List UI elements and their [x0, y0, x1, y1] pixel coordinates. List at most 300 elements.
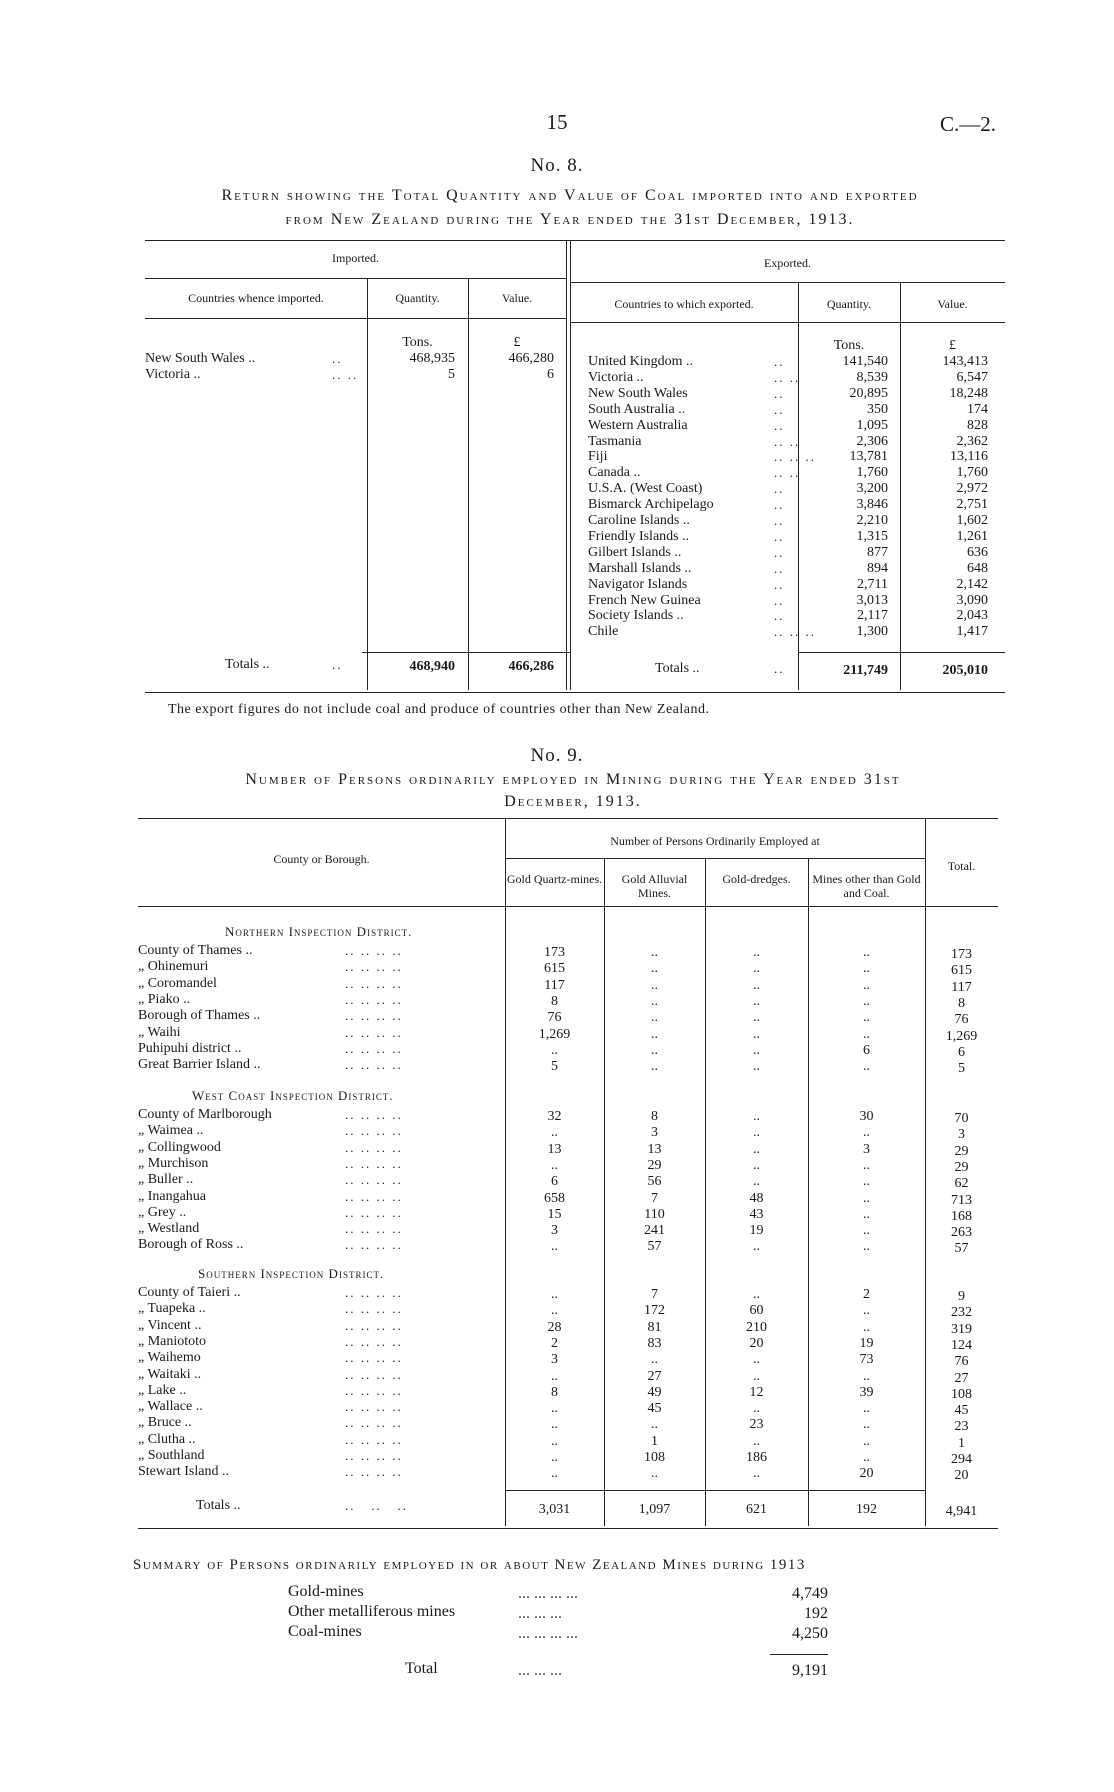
export-country: U.S.A. (West Coast)	[588, 481, 703, 497]
export-country: Navigator Islands	[588, 576, 688, 592]
cell-other-mines: 39	[859, 1384, 874, 1400]
cell-other-mines: ..	[863, 945, 870, 960]
cell-gold-dredges: 48	[749, 1190, 764, 1206]
import-value-unit: £	[513, 335, 521, 350]
export-value: 143,413	[942, 354, 988, 369]
export-dots: ..	[774, 354, 785, 369]
cell-gold-alluvial: ..	[651, 1352, 658, 1368]
import-quantity: 5	[448, 367, 455, 382]
row-leader-dots: .. .. .. ..	[345, 1285, 403, 1300]
cell-total: 294	[951, 1452, 972, 1467]
cell-other-mines: ..	[863, 1239, 870, 1255]
export-dots: .. .. ..	[774, 449, 816, 465]
export-dots: ..	[774, 385, 785, 401]
summary-label: Coal-mines	[288, 1623, 362, 1640]
cell-gold-quartz: 6	[551, 1174, 558, 1190]
cell-gold-alluvial: 49	[647, 1384, 662, 1400]
import-total-value: 466,286	[508, 659, 554, 674]
cell-total: 62	[954, 1176, 969, 1192]
table-9-title-line-2: December, 1913.	[504, 793, 642, 810]
cell-gold-alluvial: ..	[651, 1466, 658, 1482]
cell-gold-quartz: 1,269	[538, 1026, 571, 1042]
cell-total: 9	[958, 1289, 965, 1304]
cell-total: 108	[951, 1386, 972, 1402]
export-quantity: 3,846	[856, 497, 888, 513]
cell-total: 5	[958, 1061, 965, 1077]
row-leader-dots: .. .. .. ..	[345, 1382, 403, 1398]
row-leader-dots: .. .. .. ..	[345, 975, 403, 991]
col-other-mines: Mines other than Gold and Coal.	[812, 872, 921, 900]
import-dots: .. ..	[332, 367, 359, 382]
import-dots: ..	[332, 351, 343, 366]
cell-total: 23	[954, 1419, 969, 1435]
cell-gold-alluvial: 110	[644, 1206, 665, 1222]
export-country: Society Islands ..	[588, 608, 684, 624]
export-value: 2,972	[956, 481, 988, 497]
export-totals-dots: ..	[774, 661, 785, 676]
document-reference: C.—2.	[939, 112, 996, 136]
cell-total: 232	[951, 1305, 972, 1321]
cell-gold-quartz: ..	[551, 1401, 558, 1417]
cell-total: 6	[958, 1044, 965, 1060]
total-all: 4,941	[945, 1504, 978, 1519]
export-quantity: 1,300	[856, 624, 888, 640]
export-quantity: 20,895	[849, 385, 888, 401]
cell-other-mines: ..	[863, 977, 870, 993]
export-quantity: 350	[867, 401, 888, 417]
cell-gold-quartz: 13	[547, 1141, 562, 1157]
summary-total-label: Total	[405, 1660, 438, 1677]
export-quantity: 8,539	[856, 369, 888, 385]
cell-other-mines: ..	[863, 1206, 870, 1222]
row-leader-dots: .. .. .. ..	[345, 1301, 403, 1317]
cell-gold-quartz: 8	[551, 1384, 558, 1400]
row-county-name: „ Grey ..	[138, 1204, 187, 1220]
cell-other-mines: ..	[863, 1026, 870, 1042]
import-totals-label: Totals ..	[225, 657, 270, 672]
row-leader-dots: .. .. .. ..	[345, 1155, 403, 1171]
row-leader-dots: .. .. .. ..	[345, 1172, 403, 1188]
export-quantity: 2,117	[857, 608, 888, 624]
cell-gold-dredges: ..	[753, 1026, 760, 1042]
row-county-name: „ Southland	[138, 1448, 205, 1463]
export-country: New South Wales	[588, 385, 688, 401]
export-quantity: 3,200	[856, 481, 888, 497]
cell-gold-dredges: 210	[746, 1319, 767, 1335]
cell-gold-quartz: 28	[547, 1319, 562, 1335]
cell-gold-quartz: ..	[551, 1368, 558, 1384]
row-county-name: „ Waimea ..	[138, 1123, 204, 1139]
export-dots: ..	[774, 608, 785, 624]
page-number: 15	[546, 110, 568, 134]
cell-gold-quartz: 658	[544, 1190, 565, 1206]
total-gold-dredges: 621	[746, 1502, 767, 1517]
export-quantity: 894	[867, 560, 888, 576]
export-quantity: 3,013	[856, 592, 888, 608]
cell-gold-dredges: 20	[749, 1335, 764, 1351]
row-leader-dots: .. .. .. ..	[345, 1188, 403, 1204]
cell-gold-quartz: 8	[551, 993, 558, 1009]
cell-other-mines: ..	[863, 993, 870, 1009]
cell-gold-quartz: 76	[547, 1010, 562, 1026]
cell-gold-dredges: ..	[753, 977, 760, 993]
cell-gold-dredges: ..	[753, 1287, 760, 1302]
cell-gold-alluvial: ..	[651, 1026, 658, 1042]
cell-gold-dredges: ..	[753, 961, 760, 977]
export-dots: ..	[774, 560, 785, 576]
export-dots: ..	[774, 528, 785, 544]
row-county-name: „ Bruce ..	[138, 1415, 192, 1431]
cell-gold-dredges: 186	[746, 1450, 767, 1465]
cell-gold-quartz: ..	[551, 1450, 558, 1465]
export-dots: ..	[774, 497, 785, 513]
row-leader-dots: .. .. .. ..	[345, 1204, 403, 1220]
row-leader-dots: .. .. .. ..	[345, 1415, 403, 1431]
row-county-name: „ Collingwood	[138, 1139, 221, 1155]
row-county-name: „ Westland	[138, 1221, 200, 1237]
export-value: 1,760	[956, 465, 988, 481]
cell-gold-quartz: 3	[551, 1223, 558, 1239]
row-leader-dots: .. .. .. ..	[345, 991, 403, 1007]
import-total-quantity: 468,940	[409, 659, 455, 674]
cell-total: 3	[958, 1127, 965, 1143]
export-quantity: 2,306	[856, 433, 888, 449]
export-value: 828	[967, 417, 988, 433]
summary-label: Gold-mines	[288, 1583, 364, 1600]
col-gold-dredges: Gold-dredges.	[722, 872, 791, 886]
row-leader-dots: .. .. .. ..	[345, 1317, 403, 1333]
cell-gold-quartz: 3	[551, 1352, 558, 1368]
cell-gold-quartz: ..	[551, 1466, 558, 1482]
summary-dots: ... ... ... ...	[518, 1625, 578, 1642]
cell-gold-dredges: ..	[753, 1042, 760, 1058]
cell-gold-alluvial: 3	[651, 1125, 658, 1141]
cell-other-mines: ..	[863, 1010, 870, 1026]
summary-label: Other metalliferous mines	[288, 1603, 456, 1620]
row-county-name: County of Taieri ..	[138, 1285, 241, 1300]
export-country: Friendly Islands ..	[588, 528, 690, 544]
cell-other-mines: 73	[859, 1352, 874, 1368]
row-leader-dots: .. .. .. ..	[345, 1366, 403, 1382]
cell-gold-quartz: 5	[551, 1059, 558, 1075]
col-import-quantity: Quantity.	[395, 291, 440, 305]
cell-gold-quartz: ..	[551, 1239, 558, 1255]
col-countries-imported: Countries whence imported.	[188, 291, 324, 305]
row-county-name: Puhipuhi district ..	[138, 1040, 242, 1056]
export-value: 3,090	[956, 592, 988, 608]
district-west-coast: West Coast Inspection District.	[192, 1088, 394, 1103]
cell-gold-quartz: ..	[551, 1303, 558, 1319]
cell-gold-dredges: ..	[753, 1059, 760, 1075]
cell-gold-dredges: ..	[753, 1466, 760, 1482]
export-country: Tasmania	[588, 433, 642, 449]
cell-other-mines: ..	[863, 1303, 870, 1319]
row-county-name: Great Barrier Island ..	[138, 1057, 261, 1073]
cell-total: 615	[951, 963, 972, 979]
table-9-totals-label: Totals ..	[196, 1498, 241, 1513]
export-dots: .. .. ..	[774, 624, 816, 640]
cell-gold-alluvial: 83	[647, 1335, 662, 1351]
cell-other-mines: ..	[863, 1450, 870, 1465]
cell-other-mines: 3	[863, 1141, 870, 1157]
export-quantity: 2,210	[856, 513, 888, 528]
col-countries-exported: Countries to which exported.	[614, 297, 754, 311]
row-county-name: „ Piako ..	[138, 991, 191, 1007]
export-quantity: 141,540	[842, 354, 888, 369]
cell-gold-alluvial: 172	[644, 1303, 665, 1319]
table-9-number: No. 9.	[530, 745, 584, 766]
row-leader-dots: .. .. .. ..	[345, 1040, 403, 1056]
row-county-name: „ Lake ..	[138, 1382, 187, 1398]
export-total-quantity: 211,749	[843, 663, 888, 678]
col-total: Total.	[947, 859, 976, 873]
export-dots: ..	[774, 576, 785, 592]
export-value: 174	[967, 401, 988, 417]
row-county-name: „ Murchison	[138, 1155, 209, 1171]
export-dots: ..	[774, 401, 785, 417]
cell-total: 76	[954, 1012, 969, 1028]
export-quantity: 877	[867, 544, 888, 560]
export-country: Canada ..	[588, 465, 641, 481]
cell-gold-dredges: ..	[753, 1368, 760, 1384]
export-dots: .. ..	[774, 433, 801, 449]
cell-other-mines: ..	[863, 1059, 870, 1075]
col-export-value: Value.	[937, 297, 968, 311]
export-quantity: 1,760	[856, 465, 888, 481]
col-county-borough: County or Borough.	[273, 852, 370, 866]
row-leader-dots: .. .. .. ..	[345, 1123, 403, 1139]
cell-gold-alluvial: ..	[651, 1059, 658, 1075]
cell-total: 124	[951, 1337, 972, 1353]
cell-gold-dredges: ..	[753, 945, 760, 960]
cell-gold-alluvial: ..	[651, 1417, 658, 1433]
row-county-name: County of Marlborough	[138, 1107, 272, 1122]
row-county-name: „ Clutha ..	[138, 1431, 196, 1447]
export-quantity-unit: Tons.	[833, 338, 865, 353]
cell-other-mines: ..	[863, 1368, 870, 1384]
import-country: New South Wales ..	[145, 351, 256, 366]
export-dots: .. ..	[774, 465, 801, 481]
col-group-employed: Number of Persons Ordinarily Employed at	[610, 834, 820, 848]
export-quantity: 1,315	[856, 528, 888, 544]
cell-total: 319	[951, 1321, 972, 1337]
export-quantity: 1,095	[856, 417, 888, 433]
cell-other-mines: ..	[863, 1417, 870, 1433]
total-gold-alluvial: 1,097	[638, 1502, 671, 1517]
export-dots: .. ..	[774, 369, 801, 385]
row-leader-dots: .. .. .. ..	[345, 1399, 403, 1415]
export-value: 18,248	[949, 385, 988, 401]
total-gold-quartz: 3,031	[538, 1502, 571, 1517]
cell-gold-alluvial: 13	[647, 1141, 662, 1157]
cell-other-mines: ..	[863, 1223, 870, 1239]
export-country: Fiji	[588, 449, 608, 465]
export-value: 6,547	[956, 369, 988, 385]
export-country: Marshall Islands ..	[588, 560, 692, 576]
cell-other-mines: 20	[859, 1466, 874, 1482]
cell-total: 1,269	[945, 1028, 978, 1044]
row-county-name: Borough of Thames ..	[138, 1008, 261, 1024]
cell-gold-alluvial: 7	[651, 1190, 658, 1206]
row-county-name: „ Coromandel	[138, 975, 217, 991]
export-value: 2,362	[956, 433, 988, 449]
cell-gold-dredges: ..	[753, 1401, 760, 1417]
cell-gold-alluvial: 241	[644, 1223, 665, 1239]
export-dots: ..	[774, 513, 785, 528]
cell-other-mines: ..	[863, 1190, 870, 1206]
export-quantity: 2,711	[857, 576, 888, 592]
cell-total: 1	[958, 1435, 965, 1451]
import-quantity-unit: Tons.	[402, 335, 433, 350]
cell-gold-alluvial: 57	[647, 1239, 662, 1255]
export-country: Western Australia	[588, 417, 688, 433]
cell-gold-quartz: ..	[551, 1417, 558, 1433]
export-country: Victoria ..	[588, 369, 644, 385]
import-totals-dots: ..	[332, 657, 343, 672]
summary-value: 192	[804, 1605, 828, 1622]
row-county-name: „ Ohinemuri	[138, 959, 209, 975]
col-gold-alluvial: Gold Alluvial Mines.	[621, 872, 688, 900]
col-import-value: Value.	[501, 291, 533, 305]
export-country: Gilbert Islands ..	[588, 544, 682, 560]
cell-gold-dredges: ..	[753, 1010, 760, 1026]
row-county-name: „ Waihi	[138, 1024, 181, 1040]
export-value: 636	[967, 544, 988, 560]
cell-other-mines: 6	[863, 1042, 870, 1058]
cell-gold-dredges: ..	[753, 1109, 760, 1124]
row-county-name: County of Thames ..	[138, 943, 253, 958]
cell-total: 70	[954, 1111, 969, 1126]
cell-total: 27	[954, 1370, 969, 1386]
cell-total: 29	[954, 1159, 969, 1175]
summary-total-dots: ... ... ...	[518, 1662, 562, 1679]
cell-total: 263	[951, 1225, 972, 1241]
imported-header: Imported.	[332, 251, 379, 265]
summary-value: 4,250	[792, 1625, 828, 1642]
cell-gold-alluvial: ..	[651, 961, 658, 977]
summary-value: 4,749	[792, 1585, 828, 1602]
cell-gold-alluvial: 8	[651, 1109, 658, 1124]
row-county-name: „ Inangahua	[138, 1188, 207, 1204]
cell-total: 173	[951, 947, 972, 962]
row-leader-dots: .. .. .. ..	[345, 1057, 403, 1073]
cell-gold-alluvial: 81	[647, 1319, 662, 1335]
row-county-name: Borough of Ross ..	[138, 1237, 244, 1253]
cell-gold-dredges: ..	[753, 1239, 760, 1255]
row-leader-dots: .. .. .. ..	[345, 1024, 403, 1040]
import-value: 466,280	[508, 351, 554, 366]
export-country: French New Guinea	[588, 592, 701, 608]
cell-gold-alluvial: ..	[651, 1010, 658, 1026]
cell-other-mines: ..	[863, 1174, 870, 1190]
row-leader-dots: .. .. .. ..	[345, 1333, 403, 1349]
export-quantity: 13,781	[849, 449, 888, 465]
cell-gold-dredges: 23	[749, 1417, 764, 1433]
cell-gold-alluvial: ..	[651, 977, 658, 993]
row-county-name: „ Tuapeka ..	[138, 1301, 206, 1317]
cell-gold-quartz: 32	[547, 1109, 562, 1124]
cell-total: 57	[954, 1241, 969, 1257]
cell-other-mines: ..	[863, 1319, 870, 1335]
row-leader-dots: .. .. .. ..	[345, 1139, 403, 1155]
summary-dots: ... ... ... ...	[518, 1585, 578, 1602]
table-8-footnote: The export figures do not include coal and produce of countries other than New Zealand.	[168, 702, 710, 717]
cell-gold-dredges: ..	[753, 1141, 760, 1157]
total-other-mines: 192	[856, 1502, 877, 1517]
cell-gold-alluvial: 108	[644, 1450, 665, 1465]
cell-gold-alluvial: ..	[651, 1042, 658, 1058]
cell-gold-dredges: 43	[749, 1206, 764, 1222]
export-dots: ..	[774, 544, 785, 560]
cell-other-mines: ..	[863, 1433, 870, 1449]
summary-title: Summary of Persons ordinarily employed in or about New Zealand Mines during 1913	[133, 1557, 806, 1573]
cell-gold-quartz: ..	[551, 1042, 558, 1058]
table-8-title-line-1: Return showing the Total Quantity and Value of Coal imported into and exported	[221, 187, 919, 204]
cell-gold-quartz: 173	[544, 945, 565, 960]
export-country: United Kingdom ..	[588, 354, 693, 369]
import-quantity: 468,935	[409, 351, 455, 366]
row-county-name: „ Buller ..	[138, 1172, 194, 1188]
cell-gold-quartz: 2	[551, 1335, 558, 1351]
cell-gold-dredges: ..	[753, 1433, 760, 1449]
export-country: South Australia ..	[588, 401, 686, 417]
cell-other-mines: 30	[859, 1109, 874, 1124]
cell-gold-quartz: ..	[551, 1157, 558, 1173]
row-leader-dots: .. .. .. ..	[345, 1350, 403, 1366]
cell-total: 168	[951, 1208, 972, 1224]
table-8-number: No. 8.	[530, 155, 584, 176]
district-northern: Northern Inspection District.	[225, 924, 413, 939]
table-9-title-line-1: Number of Persons ordinarily employed in Mining during the Year ended 31st	[245, 771, 901, 788]
cell-total: 20	[954, 1468, 969, 1484]
export-totals-label: Totals ..	[655, 661, 700, 676]
export-value: 1,602	[956, 513, 988, 528]
cell-gold-dredges: ..	[753, 1157, 760, 1173]
export-value: 13,116	[950, 449, 988, 465]
cell-gold-dredges: ..	[753, 1352, 760, 1368]
row-leader-dots: .. .. .. ..	[345, 1237, 403, 1253]
exported-header: Exported.	[764, 256, 811, 270]
cell-gold-alluvial: 56	[647, 1174, 662, 1190]
export-value: 1,417	[956, 624, 988, 640]
export-country: Chile	[588, 624, 619, 640]
cell-total: 713	[951, 1192, 972, 1208]
cell-gold-dredges: ..	[753, 993, 760, 1009]
export-dots: ..	[774, 481, 785, 497]
cell-gold-alluvial: 27	[647, 1368, 662, 1384]
cell-gold-alluvial: 7	[651, 1287, 658, 1302]
export-value-unit: £	[949, 338, 956, 353]
cell-gold-quartz: ..	[551, 1125, 558, 1141]
cell-gold-dredges: 19	[749, 1223, 764, 1239]
export-dots: ..	[774, 592, 785, 608]
cell-gold-alluvial: 29	[647, 1157, 662, 1173]
cell-gold-dredges: 60	[749, 1303, 764, 1319]
export-country: Bismarck Archipelago	[588, 497, 714, 513]
cell-other-mines: 2	[863, 1287, 870, 1302]
cell-gold-quartz: 615	[544, 961, 565, 977]
col-gold-quartz: Gold Quartz-mines.	[506, 872, 603, 886]
cell-other-mines: ..	[863, 1125, 870, 1141]
cell-total: 45	[954, 1403, 969, 1419]
cell-gold-alluvial: ..	[651, 945, 658, 960]
row-leader-dots: .. .. .. ..	[345, 1107, 403, 1122]
cell-other-mines: 19	[859, 1335, 874, 1351]
row-leader-dots: .. .. .. ..	[345, 1221, 403, 1237]
cell-gold-dredges: ..	[753, 1125, 760, 1141]
export-value: 1,261	[956, 528, 988, 544]
row-leader-dots: .. .. .. ..	[345, 1464, 403, 1480]
